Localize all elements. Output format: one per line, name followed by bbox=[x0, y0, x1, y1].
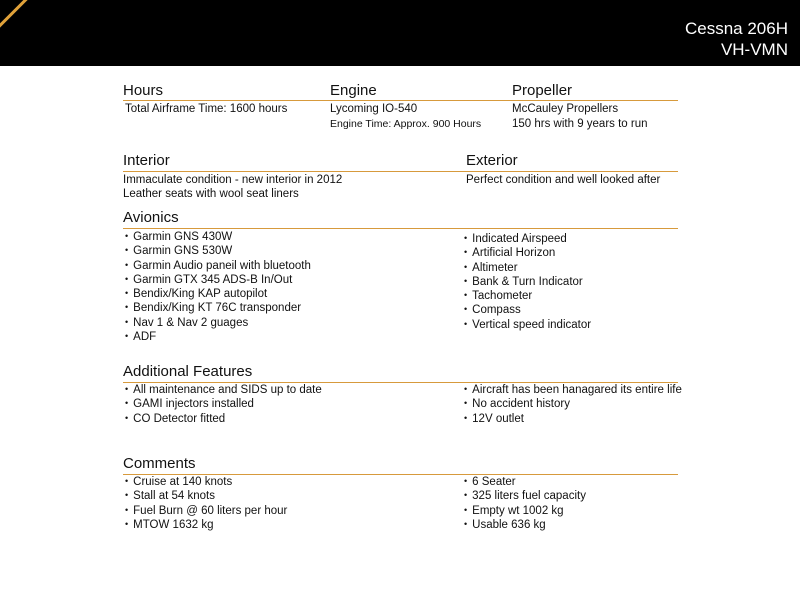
list-item: • Tachometer bbox=[464, 289, 591, 303]
aircraft-registration: VH-VMN bbox=[720, 40, 788, 59]
comments-right-list bbox=[464, 475, 586, 532]
list-item: • All maintenance and SIDS up to date bbox=[125, 383, 322, 397]
header-banner bbox=[0, 0, 800, 66]
list-item: • Altimeter bbox=[464, 261, 591, 275]
list-item: • Bendix/King KT 76C transponder bbox=[125, 301, 311, 315]
list-item: • ADF bbox=[125, 330, 311, 344]
aircraft-title bbox=[685, 18, 788, 60]
total-airframe-time: Total Airframe Time: 1600 hours bbox=[125, 103, 288, 115]
list-item: • Bendix/King KAP autopilot bbox=[125, 287, 311, 301]
accent-stripe bbox=[0, 0, 45, 47]
list-item: • Garmin Audio paneil with bluetooth bbox=[125, 259, 311, 273]
engine-time: Engine Time: Approx. 900 Hours bbox=[330, 118, 482, 130]
propeller-make: McCauley Propellers bbox=[512, 103, 619, 115]
interior-line: Immaculate condition - new interior in 2012 bbox=[123, 174, 343, 186]
list-item: • Garmin GNS 430W bbox=[125, 230, 311, 244]
list-item: • Empty wt 1002 kg bbox=[464, 504, 586, 518]
hours-heading: Hours bbox=[123, 82, 164, 99]
comments-heading: Comments bbox=[123, 455, 196, 472]
interior-heading: Interior bbox=[123, 152, 170, 169]
comments-left-list bbox=[125, 475, 287, 532]
list-item: • Bank & Turn Indicator bbox=[464, 275, 591, 289]
propeller-heading: Propeller bbox=[512, 82, 573, 99]
avionics-right-list bbox=[464, 232, 591, 332]
list-item: • Vertical speed indicator bbox=[464, 318, 591, 332]
list-item: • 6 Seater bbox=[464, 475, 586, 489]
list-item: • 12V outlet bbox=[464, 412, 682, 426]
engine-heading: Engine bbox=[330, 82, 377, 99]
exterior-heading: Exterior bbox=[466, 152, 518, 169]
propeller-time: 150 hrs with 9 years to run bbox=[512, 118, 648, 130]
list-item: • Aircraft has been hanagared its entire life bbox=[464, 383, 682, 397]
avionics-left-list bbox=[125, 230, 311, 344]
additional-features-heading: Additional Features bbox=[123, 363, 253, 380]
exterior-line: Perfect condition and well looked after bbox=[466, 174, 661, 186]
list-item: • Garmin GNS 530W bbox=[125, 244, 311, 258]
engine-model: Lycoming IO-540 bbox=[330, 103, 418, 115]
list-item: • Indicated Airspeed bbox=[464, 232, 591, 246]
list-item: • MTOW 1632 kg bbox=[125, 518, 287, 532]
list-item: • 325 liters fuel capacity bbox=[464, 489, 586, 503]
additional-left-list bbox=[125, 383, 322, 426]
list-item: • GAMI injectors installed bbox=[125, 397, 322, 411]
list-item: • Usable 636 kg bbox=[464, 518, 586, 532]
list-item: • Compass bbox=[464, 303, 591, 317]
interior-line: Leather seats with wool seat liners bbox=[123, 188, 299, 200]
aircraft-model: Cessna 206H bbox=[684, 19, 788, 38]
list-item: • Cruise at 140 knots bbox=[125, 475, 287, 489]
list-item: • No accident history bbox=[464, 397, 682, 411]
additional-right-list bbox=[464, 383, 682, 426]
list-item: • Artificial Horizon bbox=[464, 246, 591, 260]
avionics-divider bbox=[123, 228, 678, 229]
avionics-heading: Avionics bbox=[123, 209, 179, 226]
list-item: • CO Detector fitted bbox=[125, 412, 322, 426]
interior-divider bbox=[123, 171, 678, 172]
list-item: • Garmin GTX 345 ADS-B In/Out bbox=[125, 273, 311, 287]
list-item: • Stall at 54 knots bbox=[125, 489, 287, 503]
hours-divider bbox=[123, 100, 678, 101]
list-item: • Nav 1 & Nav 2 guages bbox=[125, 316, 311, 330]
list-item: • Fuel Burn @ 60 liters per hour bbox=[125, 504, 287, 518]
